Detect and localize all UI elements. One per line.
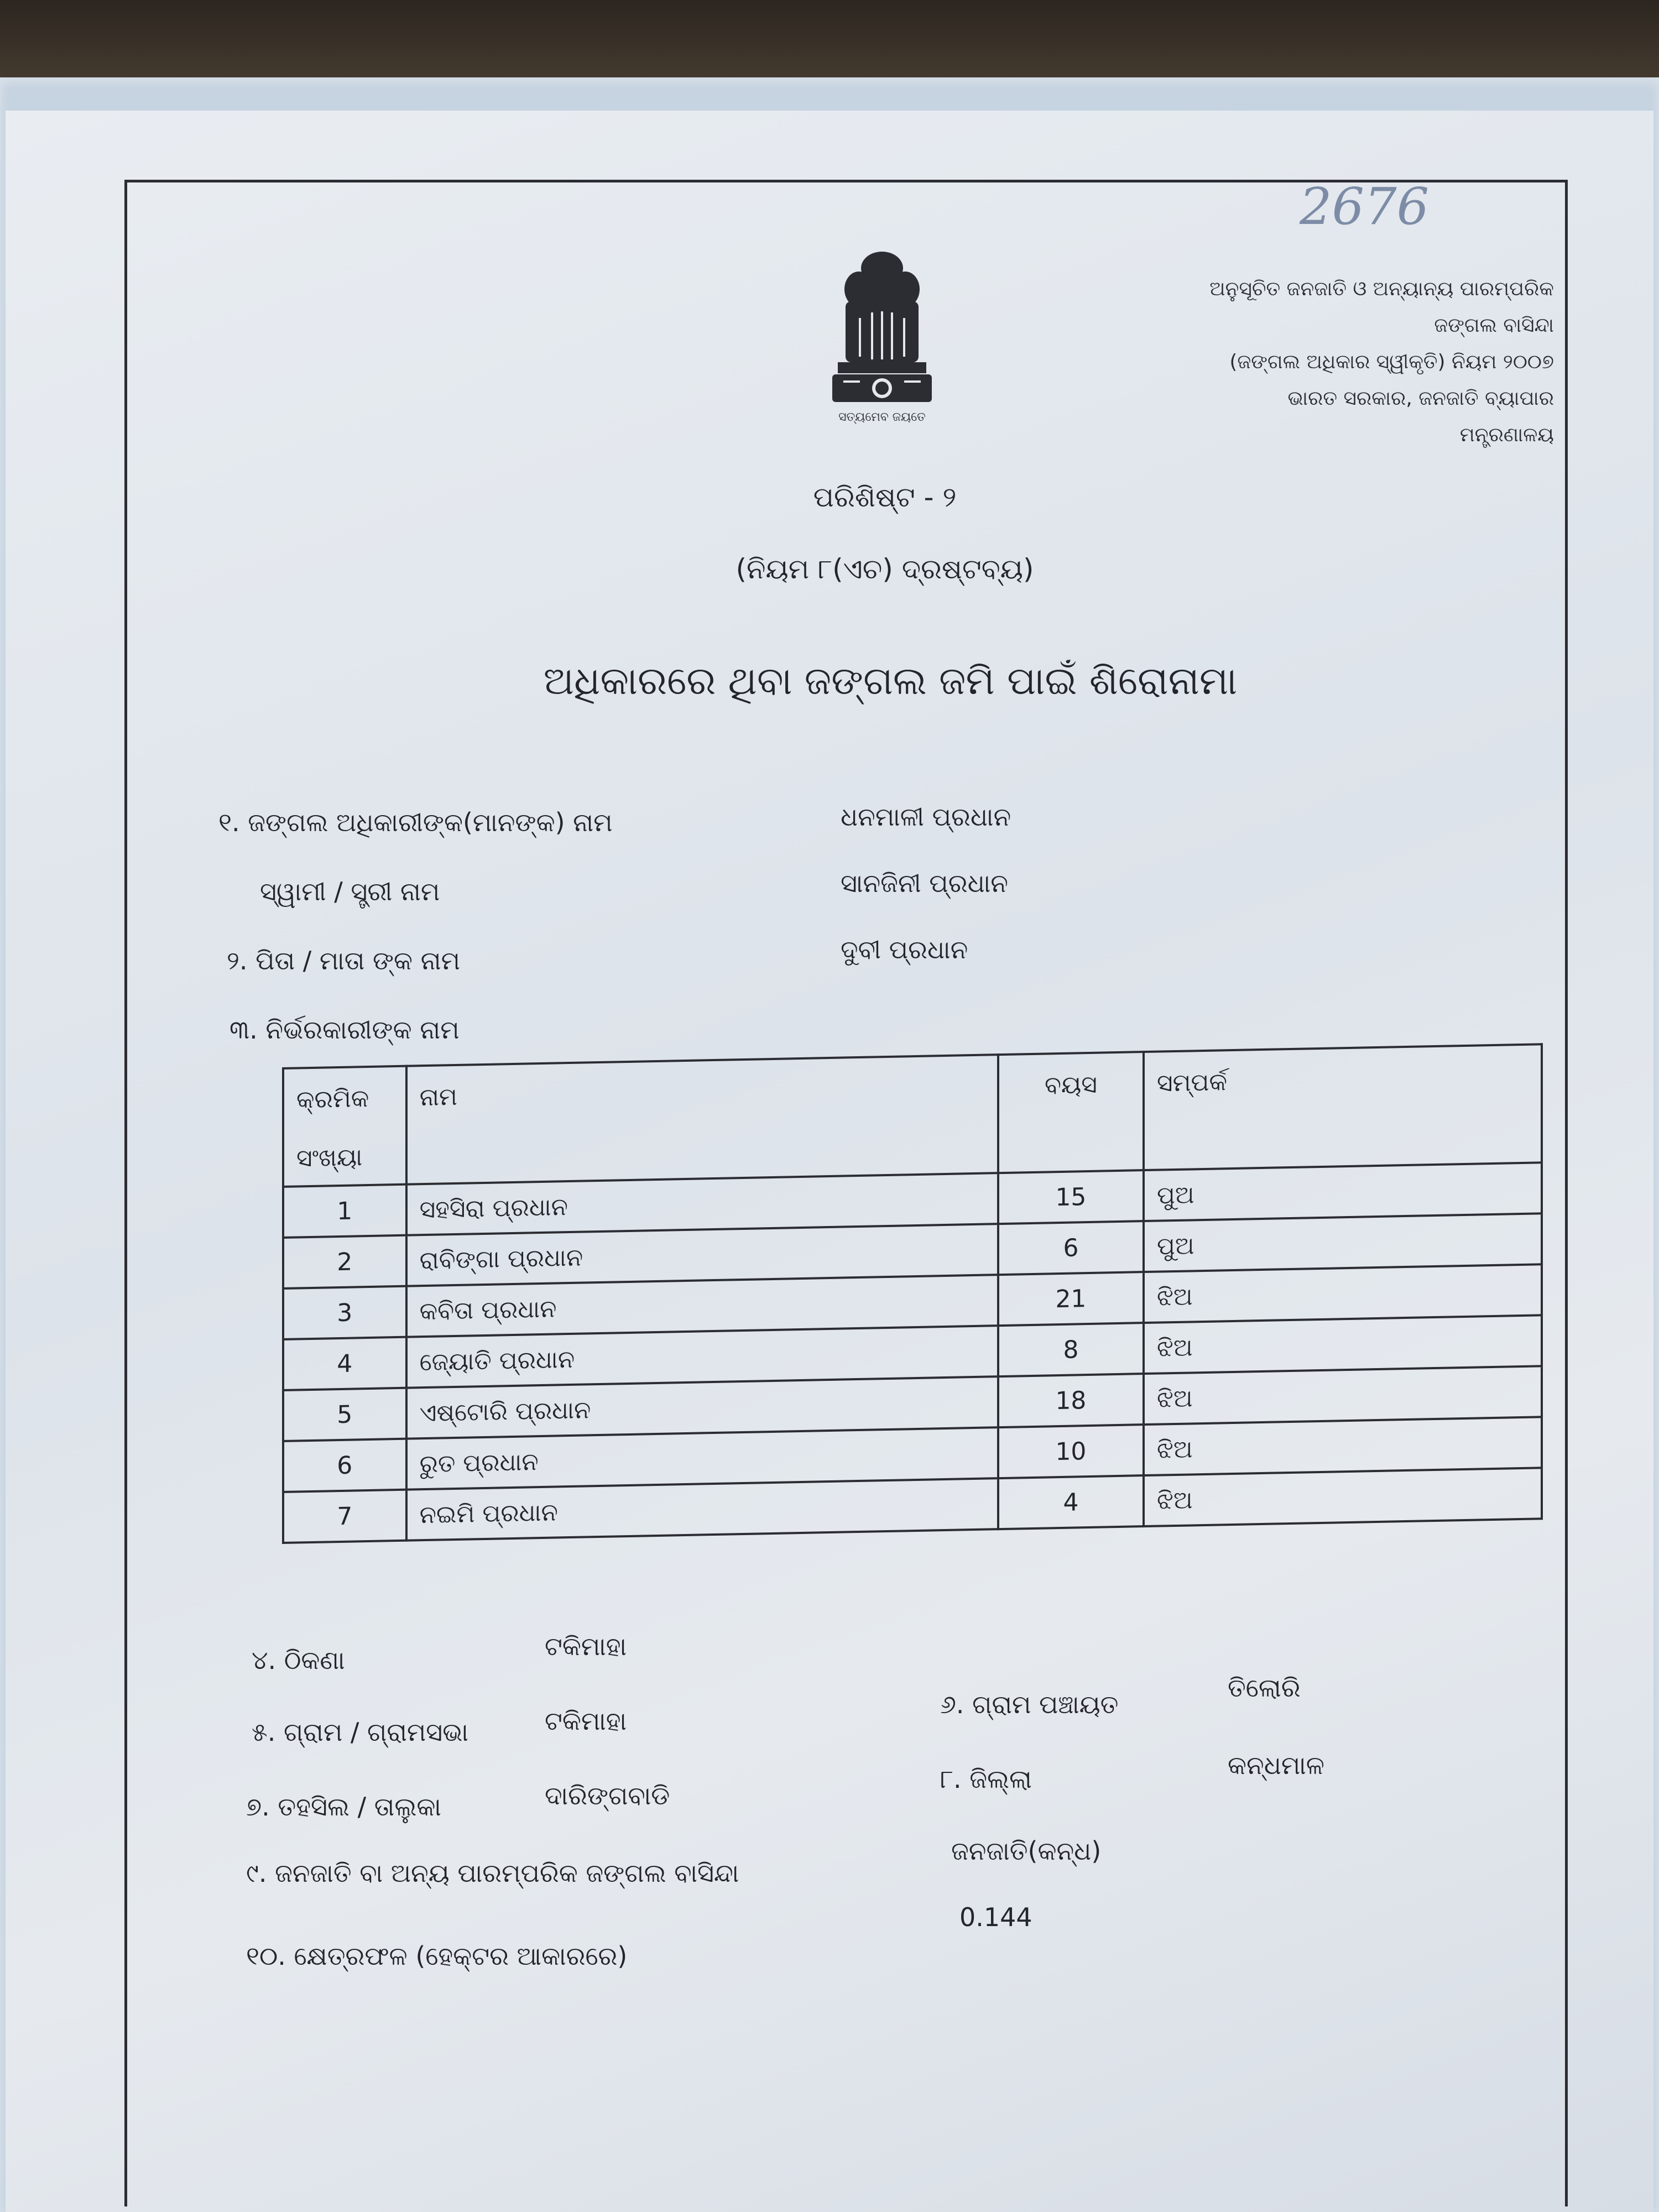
page-title: ଅଧିକାରରେ ଥିବା ଜଙ୍ଗଲ ଜମି ପାଇଁ ଶିରୋନାମା	[543, 658, 1238, 703]
header-age: ବୟସ	[998, 1052, 1144, 1173]
header-serial-line2: ସଂଖ୍ୟା	[296, 1143, 363, 1173]
row-name: ଏଷ୍ଟୋରି ପ୍ରଧାନ	[406, 1376, 998, 1439]
village-label: ୫. ଗ୍ରାମ / ଗ୍ରାମସଭା	[252, 1717, 468, 1747]
row-serial: 5	[283, 1388, 406, 1441]
panchayat-label: ୬. ଗ୍ରାମ ପଞ୍ଚାୟତ	[940, 1689, 1119, 1719]
rule-reference: (ନିୟମ ୮(ଏଚ) ଦ୍ରଷ୍ଟବ୍ୟ)	[735, 553, 1034, 585]
spouse-name-value: ସାନଜିନୀ ପ୍ରଧାନ	[841, 868, 1008, 898]
tribe-label: ୯. ଜନଜାତି ବା ଅନ୍ୟ ପାରମ୍ପରିକ ଜଙ୍ଗଲ ବାସିନ୍ଦା	[246, 1858, 739, 1888]
holder-name-label: ୧. ଜଙ୍ଗଲ ଅଧିକାରୀଙ୍କ(ମାନଙ୍କ) ନାମ	[218, 807, 613, 837]
row-serial: 4	[283, 1337, 406, 1390]
row-relation: ଝିଅ	[1144, 1315, 1542, 1374]
district-label: ୮. ଜିଲ୍ଲା	[940, 1764, 1032, 1794]
district-value: କନ୍ଧମାଳ	[1228, 1750, 1324, 1780]
header-name: ନାମ	[406, 1055, 998, 1185]
area-value: 0.144	[959, 1902, 1032, 1932]
row-name: ଜ୍ୟୋତି ପ୍ରଧାନ	[406, 1326, 998, 1388]
holder-name-value: ଧନମାଳୀ ପ୍ରଧାନ	[841, 802, 1011, 832]
handwritten-number: 2676	[1300, 177, 1430, 236]
table-header-row	[283, 1044, 1542, 1187]
ministry-header	[1189, 271, 1554, 453]
row-name: ସହସିରା ପ୍ରଧାନ	[406, 1173, 998, 1235]
ashoka-emblem-icon	[827, 246, 937, 426]
header-line-3: ଭାରତ ସରକାର, ଜନଜାତି ବ୍ୟାପାର ମନ୍ତ୍ରଣାଳୟ	[1287, 387, 1554, 446]
header-relation: ସମ୍ପର୍କ	[1144, 1044, 1542, 1170]
row-serial: 6	[283, 1439, 406, 1492]
row-relation: ଝିଅ	[1144, 1417, 1542, 1475]
parent-name-label: ୨. ପିତା / ମାତା ଙ୍କ ନାମ	[227, 946, 461, 975]
dependents-label: ୩. ନିର୍ଭରକାରୀଙ୍କ ନାମ	[229, 1015, 460, 1045]
address-label: ୪. ଠିକଣା	[252, 1645, 345, 1675]
row-age: 6	[998, 1221, 1144, 1275]
row-name: ରୁତ ପ୍ରଧାନ	[406, 1427, 998, 1490]
row-relation: ପୁଅ	[1144, 1213, 1542, 1272]
row-serial: 1	[283, 1185, 406, 1238]
row-relation: ଝିଅ	[1144, 1468, 1542, 1526]
row-age: 18	[998, 1374, 1144, 1427]
row-relation: ଝିଅ	[1144, 1264, 1542, 1323]
tribe-value: ଜନଜାତି(କନ୍ଧ)	[951, 1836, 1102, 1866]
row-serial: 3	[283, 1286, 406, 1339]
row-age: 15	[998, 1170, 1144, 1224]
header-line-1: ଅନୁସୂଚିତ ଜନଜାତି ଓ ଅନ୍ୟାନ୍ୟ ପାରମ୍ପରିକ ଜଙ୍ଗଲ ବାସିନ୍ଦା	[1209, 278, 1554, 337]
row-relation: ପୁଅ	[1144, 1162, 1542, 1221]
row-name: ନଇମି ପ୍ରଧାନ	[406, 1478, 998, 1541]
dependents-table	[282, 1043, 1543, 1544]
address-value: ଟକିମାହା	[545, 1631, 627, 1661]
row-age: 10	[998, 1425, 1144, 1478]
row-age: 8	[998, 1323, 1144, 1376]
row-name: କବିତା ପ୍ରଧାନ	[406, 1275, 998, 1337]
header-serial	[283, 1066, 406, 1187]
row-serial: 7	[283, 1490, 406, 1543]
row-name: ରାବିଙ୍ଗା ପ୍ରଧାନ	[406, 1224, 998, 1286]
header-serial-line1: କ୍ରମିକ	[296, 1084, 369, 1114]
panchayat-value: ତିଲୋରି	[1228, 1673, 1301, 1703]
tehsil-value: ଦାରିଙ୍ଗବାଡି	[545, 1781, 670, 1811]
header-line-2: (ଜଙ୍ଗଲ ଅଧିକାର ସ୍ୱୀକୃତି) ନିୟମ ୨୦୦୭	[1229, 351, 1554, 373]
village-value: ଟକିମାହା	[545, 1706, 627, 1736]
parent-name-value: ଦୁବୀ ପ୍ରଧାନ	[841, 935, 968, 964]
row-age: 21	[998, 1272, 1144, 1326]
tehsil-label: ୭. ତହସିଲ / ତାଲୁକା	[246, 1792, 441, 1822]
row-relation: ଝିଅ	[1144, 1366, 1542, 1425]
area-label: ୧୦. କ୍ଷେତ୍ରଫଳ (ହେକ୍ଟର ଆକାରରେ)	[246, 1941, 628, 1971]
emblem-motto: ସତ୍ୟମେବ ଜୟତେ	[838, 410, 926, 424]
annex-number: ପରିଶିଷ୍ଟ - ୨	[813, 481, 957, 513]
spouse-name-label: ସ୍ୱାମୀ / ସ୍ତ୍ରୀ ନାମ	[260, 877, 440, 906]
row-serial: 2	[283, 1235, 406, 1288]
row-age: 4	[998, 1475, 1144, 1529]
